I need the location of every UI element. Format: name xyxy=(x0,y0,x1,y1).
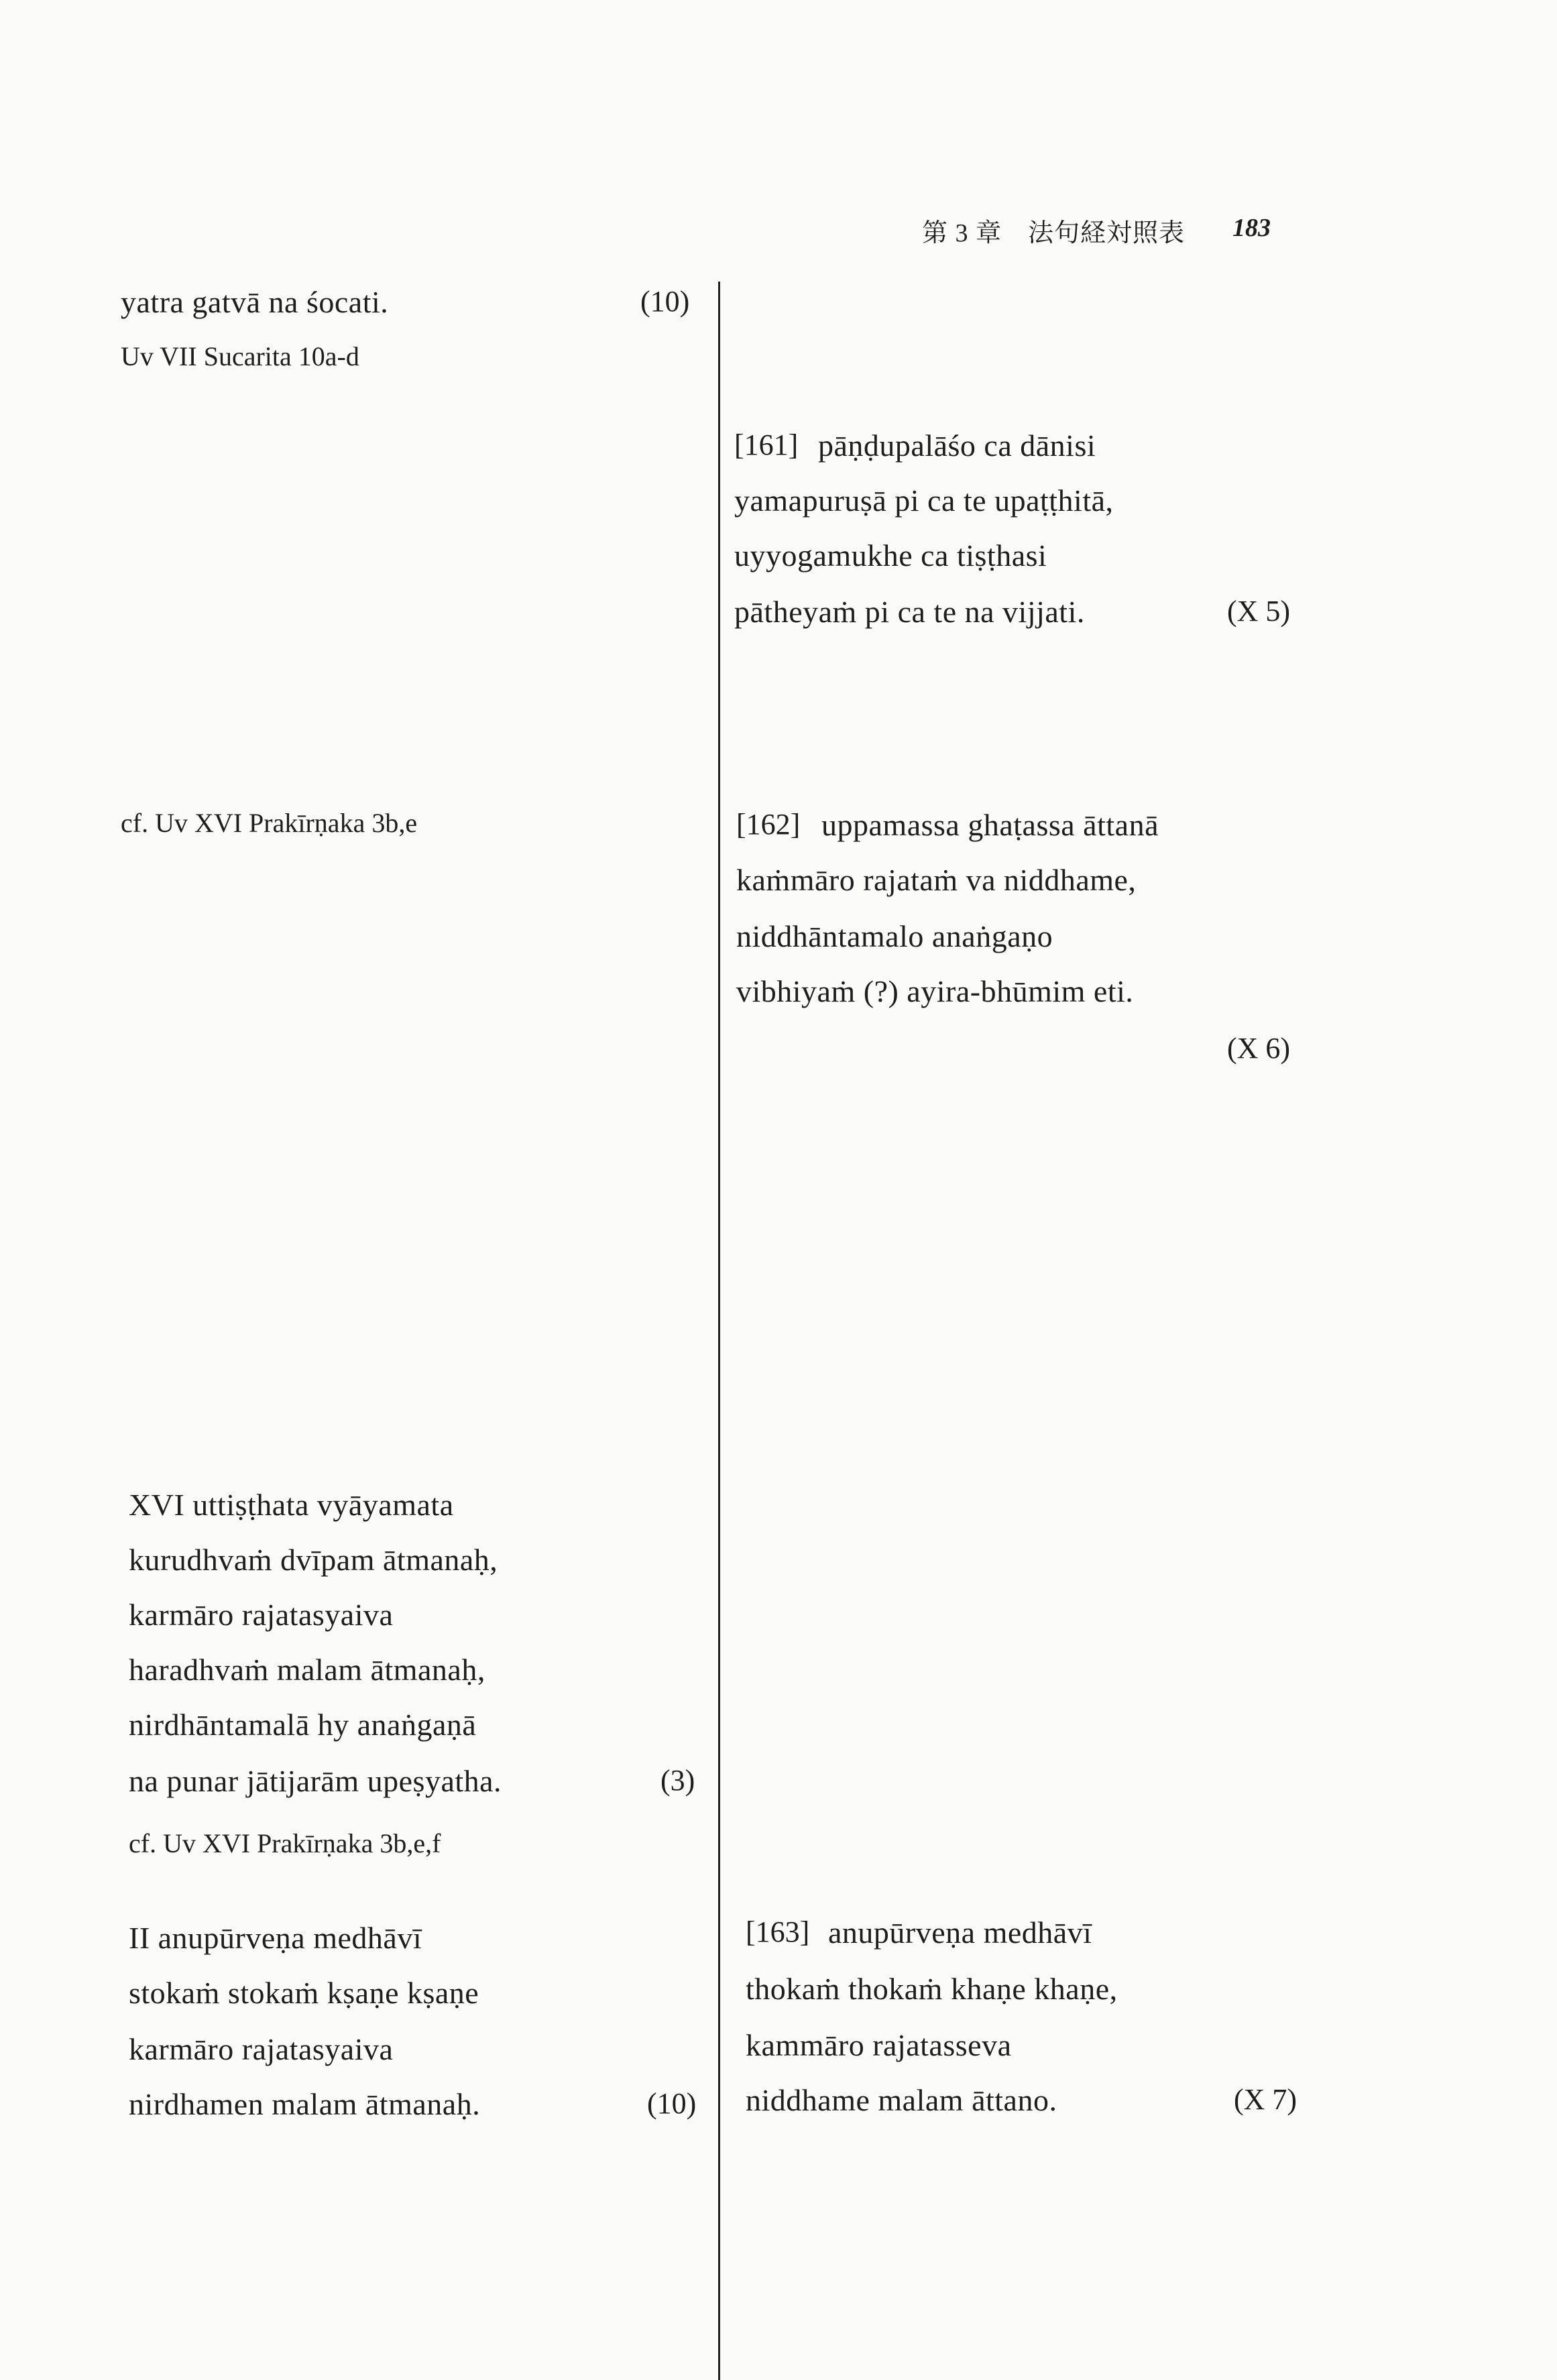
left-b4-line: II anupūrveṇa medhāvī xyxy=(129,1921,422,1955)
v163-line: kammāro rajatasseva xyxy=(746,2028,1012,2062)
left-b3-cf: cf. Uv XVI Prakīrṇaka 3b,e,f xyxy=(129,1828,441,1858)
left-b3-line: kurudhvaṁ dvīpam ātmanaḥ, xyxy=(129,1543,498,1577)
v163-line: anupūrveṇa medhāvī xyxy=(828,1915,1092,1950)
v161-line: yamapuruṣā pi ca te upaṭṭhitā, xyxy=(734,483,1114,518)
left-b3-line-number: (3) xyxy=(660,1764,695,1797)
left-b3-line: nirdhāntamalā hy anaṅgaṇā xyxy=(129,1708,477,1742)
left-b1-line1: yatra gatvā na śocati. xyxy=(121,285,389,319)
v161-line: pātheyaṁ pi ca te na vijjati. xyxy=(734,595,1085,629)
left-b2-cf: cf. Uv XVI Prakīrṇaka 3b,e xyxy=(121,808,418,838)
v161-line: pāṇḍupalāśo ca dānisi xyxy=(818,428,1096,463)
left-b4-line: stokaṁ stokaṁ kṣaṇe kṣaṇe xyxy=(129,1976,479,2010)
left-b4-line: nirdhamen malam ātmanaḥ. xyxy=(129,2087,481,2121)
v161-reference: (X 5) xyxy=(1227,595,1291,628)
v161-line: uyyogamukhe ca tiṣṭhasi xyxy=(734,538,1047,573)
left-b3-line: haradhvaṁ malam ātmanaḥ, xyxy=(129,1653,485,1687)
column-divider xyxy=(718,282,720,2380)
left-b4-line: karmāro rajatasyaiva xyxy=(129,2032,394,2066)
left-b1-line-number: (10) xyxy=(640,285,690,318)
left-b3-line: XVI uttiṣṭhata vyāyamata xyxy=(129,1488,454,1522)
running-header-chapter: 第 3 章 法句経対照表 xyxy=(922,219,1186,247)
left-b3-line: karmāro rajatasyaiva xyxy=(129,1598,394,1632)
v162-line: vibhiyaṁ (?) ayira-bhūmim eti. xyxy=(736,974,1134,1008)
verse-label-161: [161] xyxy=(734,428,799,461)
v163-line: thokaṁ thokaṁ khaṇe khaṇe, xyxy=(746,1972,1118,2006)
left-b4-line-number: (10) xyxy=(647,2087,697,2120)
v163-reference: (X 7) xyxy=(1234,2083,1298,2116)
left-b3-line: na punar jātijarām upeṣyatha. xyxy=(129,1764,502,1798)
left-b1-source: Uv VII Sucarita 10a-d xyxy=(121,341,359,371)
page-number: 183 xyxy=(1232,214,1271,242)
v162-line: uppamassa ghaṭassa āttanā xyxy=(821,808,1159,842)
verse-label-162: [162] xyxy=(736,808,801,841)
v162-line: niddhāntamalo anaṅgaṇo xyxy=(736,919,1053,953)
v162-reference: (X 6) xyxy=(1227,1032,1291,1065)
verse-label-163: [163] xyxy=(746,1915,810,1948)
v163-line: niddhame malam āttano. xyxy=(746,2083,1057,2117)
v162-line: kaṁmāro rajataṁ va niddhame, xyxy=(736,863,1137,897)
